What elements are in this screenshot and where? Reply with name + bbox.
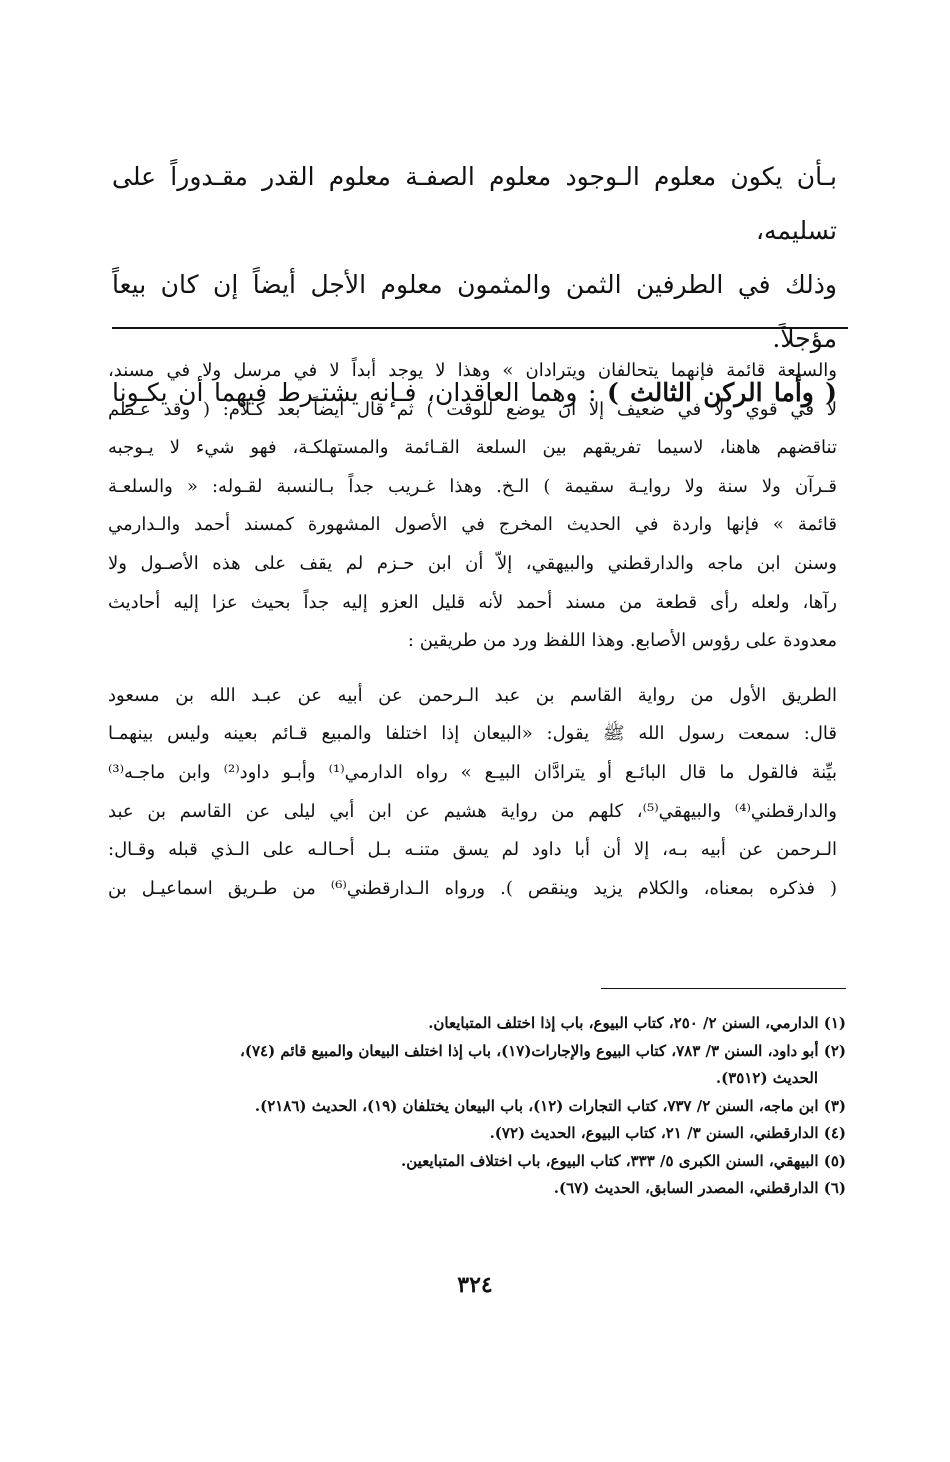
commentary-line: الـرحمن عن أبيه بـه، إلا أن أبا داود لم يسق متنـه بـل أحـالـه على الـذي قبله وقـال:: [108, 839, 837, 861]
commentary-line: والدارقطني⁽⁴⁾ والبيهقي⁽⁵⁾، كلهم من رواية هشيم عن ابن أبي ليلى عن القاسم بن عبد: [108, 800, 837, 822]
section-heading-continuation: : وهما العاقدان، فـإنه يشتـرط فيهما أن يكـونا: [112, 378, 597, 407]
commentary-line: لا في قوي ولا في ضعيف إلا أن يوضع للوقت ) ثم قال أيضاً بعد كـلام: ( وقد عـظم: [108, 398, 837, 420]
main-text-divider: [112, 327, 848, 329]
main-text-line: وذلك في الطرفين الثمن والمثمون معلوم الأجل أيضاً إن كان بيعاً مؤجلاً.: [112, 270, 837, 353]
main-text-line: بـأن يكون معلوم الـوجود معلوم الصفـة معلوم القدر مقـدوراً على تسليمه،: [112, 162, 837, 245]
footnotes: [100, 1010, 846, 1203]
commentary-line: رآها، ولعله رأى قطعة من مسند أحمد لأنه قليل العزو إليه جداً بحيث عزا إليه أحاديث: [108, 591, 837, 613]
commentary-line: معدودة على رؤوس الأصابع. وهذا اللفظ ورد من طريقين :: [407, 630, 837, 652]
footnote: (٢) أبو داود، السنن ٣/ ٧٨٣، كتاب البيوع والإجارات(١٧)، باب إذا اختلف البيعان والمبيع قائم (٧٤)،: [239, 1041, 846, 1060]
commentary-line: قـرآن ولا سنة ولا روايـة سقيمة ) الـخ. وهذا غـريب جداً بـالنسبة لقـوله: « والسلعـة: [108, 475, 837, 497]
footnote-continuation: الحديث (٣٥١٢).: [715, 1069, 818, 1087]
commentary-line: تناقضهم هاهنا، لاسيما تفريقهم بين السلعة القـائمة والمستهلكـة، فهو شيء لا يـوجبه: [108, 437, 837, 459]
page-number: ٣٢٤: [457, 1272, 493, 1298]
footnote: (١) الدارمي، السنن ٢/ ٢٥٠، كتاب البيوع، باب إذا اختلف المتبايعان.: [428, 1014, 846, 1032]
footnote-divider: [601, 988, 846, 989]
commentary-line: والسلعة قائمة فإنهما يتحالفان ويترادان » وهذا لا يوجد أبداً لا في مرسل ولا في مسند،: [108, 360, 837, 381]
footnote: (٦) الدارقطني، المصدر السابق، الحديث (٦٧).: [553, 1179, 846, 1197]
commentary-line: وسنن ابن ماجه والدارقطني والبيهقي، إلاّ أن ابن حـزم لم يقف على هذه الأصـول ولا: [108, 552, 837, 574]
footnote: (٤) الدارقطني، السنن ٣/ ٢١، كتاب البيوع، الحديث (٧٢).: [489, 1124, 846, 1142]
commentary-text: [108, 352, 837, 908]
commentary-line: ( فذكره بمعناه، والكلام يزيد وينقص ). ورواه الـدارقطني⁽⁶⁾ من طـريق اسماعيـل بن: [108, 877, 837, 899]
commentary-line: قائمة » فإنها واردة في الحديث المخرج في الأصول المشهورة كمسند أحمد والـدارمي: [108, 514, 837, 536]
footnote: (٥) البيهقي، السنن الكبرى ٥/ ٣٣٣، كتاب البيوع، باب اختلاف المتبايعين.: [401, 1151, 846, 1170]
footnote: (٣) ابن ماجه، السنن ٢/ ٧٣٧، كتاب التجارات (١٢)، باب البيعان يختلفان (١٩)، الحديث (٢١٨٦).: [254, 1096, 846, 1115]
commentary-line: قال: سمعت رسول الله ﷺ يقول: «البيعان إذا اختلفا والمبيع قـائم بعينه وليس بينهمـا: [108, 723, 837, 745]
commentary-line: بيِّنة فالقول ما قال البائـع أو يترادَّان البيـع » رواه الدارمي⁽¹⁾ وأبـو داود⁽²⁾ وابن ماجـه⁽³⁾: [108, 761, 837, 783]
commentary-line: الطريق الأول من رواية القاسم بن عبد الـرحمن عن أبيه عن عبـد الله بن مسعود: [108, 684, 837, 706]
section-heading: ( وأما الركن الثالث ): [606, 378, 838, 407]
